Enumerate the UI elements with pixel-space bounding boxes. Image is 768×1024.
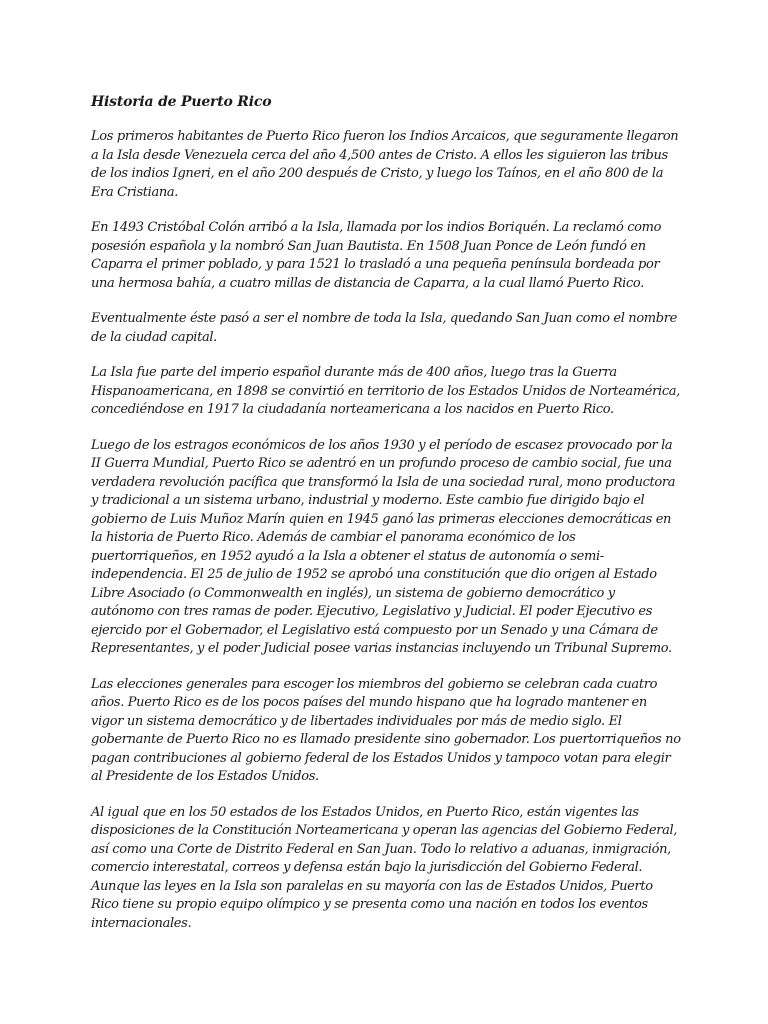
document-body [91,92,681,950]
paragraph-colon: En 1493 Cristóbal Colón arribó a la Isla, llamada por los indios Boriquén. La reclamó como posesión española y la nombró San Juan Bautista. En 1508 Juan Ponce de León fundó en Caparra el primer poblado, y para 1521 lo trasladó a una pequeña península bordeada por una hermosa bahía, a cuatro millas de distancia de Caparra, a la cual llamó Puerto Rico. [91,220,662,291]
paragraph-cambio-social: Luego de los estragos económicos de los años 1930 y el período de escasez provocado por la II Guerra Mundial, Puerto Rico se adentró en un profundo proceso de cambio social, fue una verdadera revolución pacífica que transformó la Isla de una sociedad rural, mono productora y tradicional a un sistema urbano, industrial y moderno. Este cambio fue dirigido bajo el gobierno de Luis Muñoz Marín quien en 1945 ganó las primeras elecciones democráticas en la historia de Puerto Rico. Además de cambiar el panorama económico de los puertorriqueños, en 1952 ayudó a la Isla a obtener el status de autonomía o semi-independencia. El 25 de julio de 1952 se aprobó una constitución que dio origen al Estado Libre Asociado (o Commonwealth en inglés), un sistema de gobierno democrático y autónomo con tres ramas de poder. Ejecutivo, Legislativo y Judicial. El poder Ejecutivo es ejercido por el Gobernador, el Legislativo está compuesto por un Senado y una Cámara de Representantes, y el poder Judicial posee varias instancias incluyendo un Tribunal Supremo. [91,437,676,656]
paragraph-gobierno-federal: Al igual que en los 50 estados de los Estados Unidos, en Puerto Rico, están vigentes las disposiciones de la Constitución Norteamericana y operan las agencias del Gobierno Federal, así como una Corte de Distrito Federal en San Juan. Todo lo relativo a aduanas, inmigración, comercio interestatal, correos y defensa están bajo la jurisdicción del Gobierno Federal. Aunque las leyes en la Isla son paralelas en su mayoría con las de Estados Unidos, Puerto Rico tiene su propio equipo olímpico y se presenta como una nación en todos los eventos internacionales. [91,804,678,931]
paragraph-imperio-espanol: La Isla fue parte del imperio español durante más de 400 años, luego tras la Guerra Hispanoamericana, en 1898 se convirtió en territorio de los Estados Unidos de Norteamérica, concediéndose en 1917 la ciudadanía norteamericana a los nacidos en Puerto Rico. [91,365,680,417]
page-title: Historia de Puerto Rico [91,94,272,110]
paragraph-nombre-isla: Eventualmente éste pasó a ser el nombre de toda la Isla, quedando San Juan como el nombre de la ciudad capital. [91,311,677,345]
paragraph-primeros-habitantes: Los primeros habitantes de Puerto Rico fueron los Indios Arcaicos, que seguramente llegaron a la Isla desde Venezuela cerca del año 4,500 antes de Cristo. A ellos les siguieron las tribus de los indios Igneri, en el año 200 después de Cristo, y luego los Taínos, en el año 800 de la Era Cristiana. [91,129,679,200]
paragraph-elecciones: Las elecciones generales para escoger los miembros del gobierno se celebran cada cuatro años. Puerto Rico es de los pocos países del mundo hispano que ha logrado mantener en vigor un sistema democrático y de libertades individuales por más de medio siglo. El gobernante de Puerto Rico no es llamado presidente sino gobernador. Los puertorriqueños no pagan contribuciones al gobierno federal de los Estados Unidos y tampoco votan para elegir al Presidente de los Estados Unidos. [91,676,681,784]
